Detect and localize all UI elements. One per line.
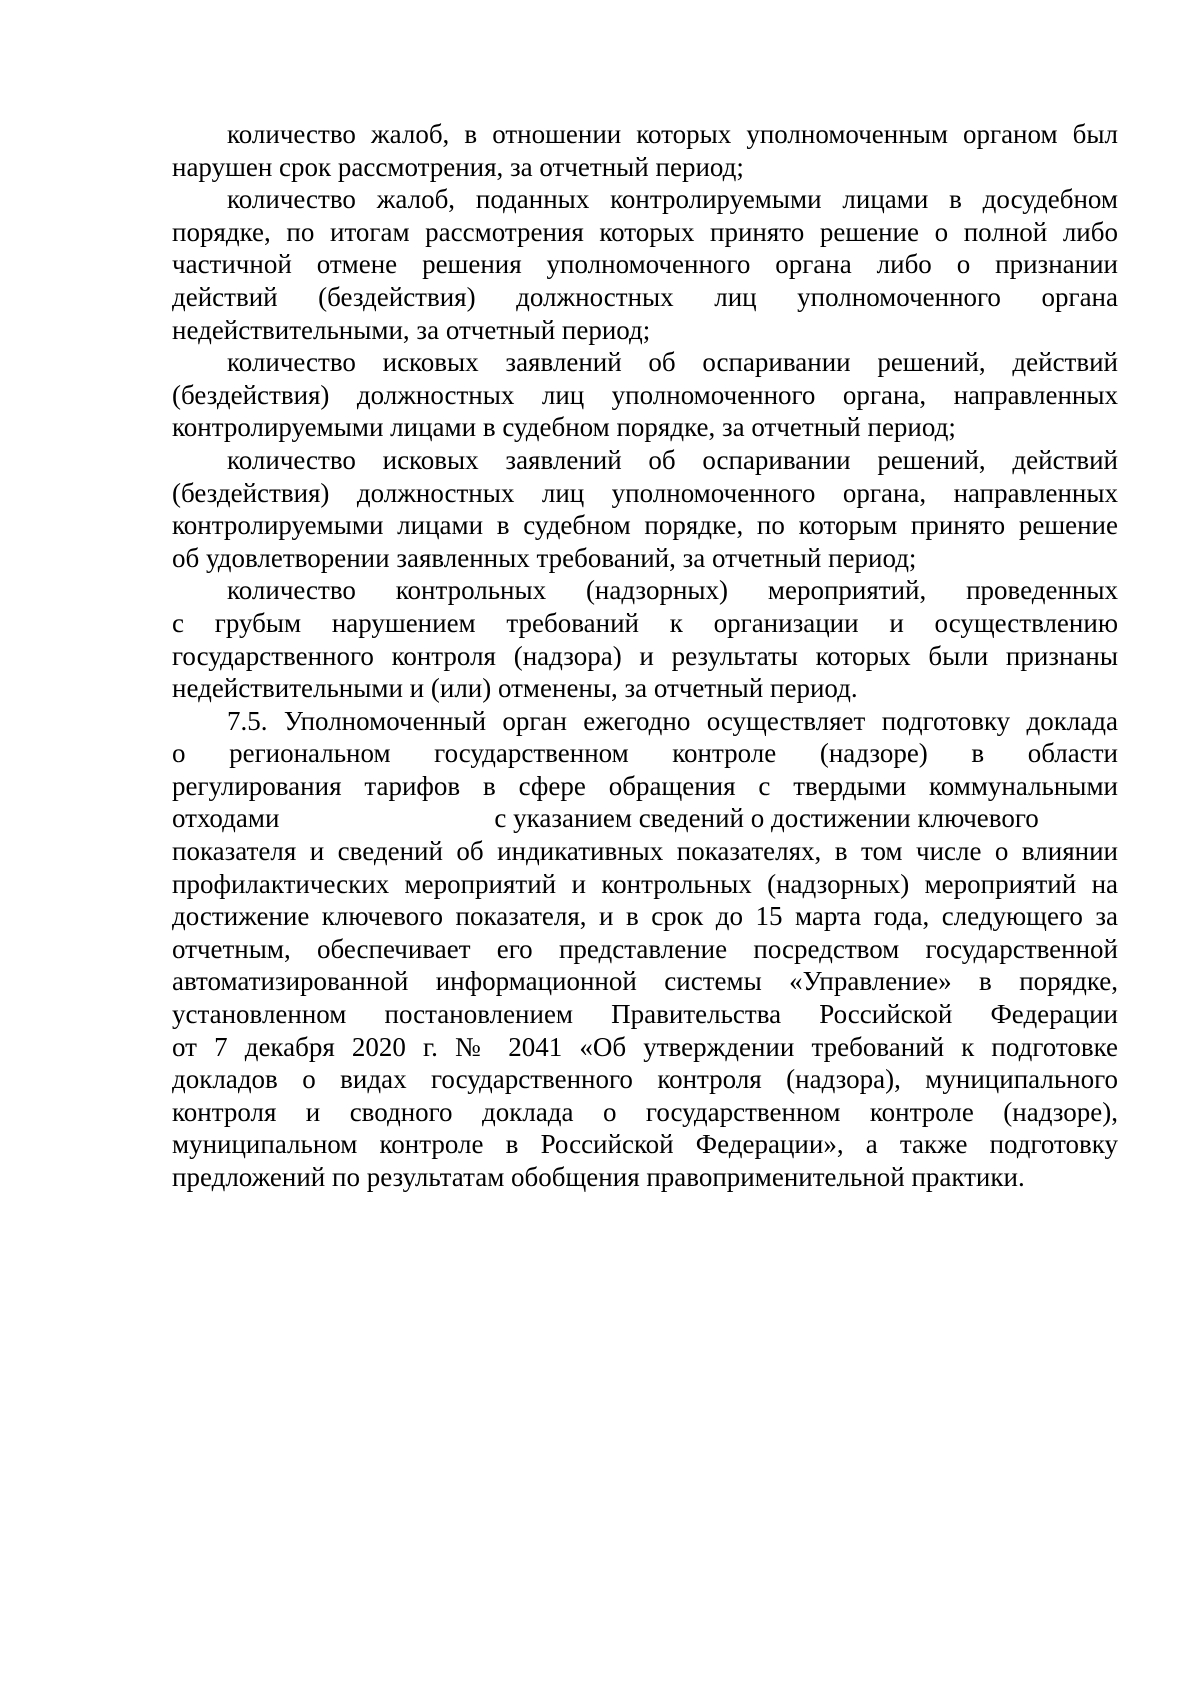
text-line: автоматизированной информационной системы «Управление» в порядке, xyxy=(172,966,1118,997)
text-fragment: отходами xyxy=(172,803,280,834)
text-line: количество исковых заявлений об оспаривании решений, действий xyxy=(227,347,1118,378)
paragraph-inspections-violations xyxy=(172,574,1118,704)
paragraph-7-5-annual-report xyxy=(172,705,1118,1194)
text-line: государственного контроля (надзора) и результаты которых были признаны xyxy=(172,640,1118,671)
text-line: (бездействия) должностных лиц уполномоченного органа, направленных xyxy=(172,477,1118,508)
text-line: отчетным, обеспечивает его представление посредством государственной xyxy=(172,933,1118,964)
text-line: (бездействия) должностных лиц уполномоченного органа, направленных xyxy=(172,379,1118,410)
text-line: контролируемыми лицами в судебном порядке, по которым принято решение xyxy=(172,510,1118,541)
paragraph-lawsuits-filed xyxy=(172,346,1118,444)
text-line: действий (бездействия) должностных лиц уполномоченного органа xyxy=(172,281,1118,312)
document-body xyxy=(172,118,1118,1194)
text-line: муниципальном контроле в Российской Федерации», а также подготовку xyxy=(172,1129,1118,1160)
text-line: количество жалоб, поданных контролируемыми лицами в досудебном xyxy=(227,184,1118,215)
text-line: количество исковых заявлений об оспаривании решений, действий xyxy=(227,444,1118,475)
text-line: с грубым нарушением требований к организации и осуществлению xyxy=(172,607,1118,638)
text-line: количество контрольных (надзорных) мероприятий, проведенных xyxy=(227,575,1118,606)
paragraph-lawsuits-satisfied xyxy=(172,444,1118,574)
text-line: контроля и сводного доклада о государственном контроле (надзоре), xyxy=(172,1096,1118,1127)
text-line: регулирования тарифов в сфере обращения с твердыми коммунальными xyxy=(172,770,1118,801)
paragraph-complaints-pretrial xyxy=(172,183,1118,346)
text-line: показателя и сведений об индикативных показателях, в том числе о влиянии xyxy=(172,836,1118,867)
text-line: нарушен срок рассмотрения, за отчетный период; xyxy=(172,151,744,182)
text-line: количество жалоб, в отношении которых уполномоченным органом был xyxy=(227,119,1118,149)
text-line: порядке, по итогам рассмотрения которых принято решение о полной либо xyxy=(172,216,1118,247)
text-line: недействительными и (или) отменены, за отчетный период. xyxy=(172,673,858,704)
text-line: частичной отмене решения уполномоченного органа либо о признании xyxy=(172,249,1118,280)
text-line: недействительными, за отчетный период; xyxy=(172,314,651,345)
paragraph-complaints-deadline xyxy=(172,118,1118,183)
text-line: контролируемыми лицами в судебном порядке, за отчетный период; xyxy=(172,412,956,443)
text-line: установленном постановлением Правительства Российской Федерации xyxy=(172,999,1118,1030)
text-line: предложений по результатам обобщения правоприменительной практики. xyxy=(172,1162,1025,1192)
text-line: о региональном государственном контроле (надзоре) в области xyxy=(172,738,1118,769)
text-line: профилактических мероприятий и контрольных (надзорных) мероприятий на xyxy=(172,868,1118,899)
text-line: об удовлетворении заявленных требований, за отчетный период; xyxy=(172,542,917,573)
text-line: достижение ключевого показателя, и в срок до 15 марта года, следующего за xyxy=(172,901,1118,932)
text-line: от 7 декабря 2020 г. № 2041 «Об утверждении требований к подготовке xyxy=(172,1031,1118,1062)
text-line: 7.5. Уполномоченный орган ежегодно осуществляет подготовку доклада xyxy=(227,705,1118,736)
text-line-with-gap xyxy=(172,802,1118,835)
text-line: докладов о видах государственного контроля (надзора), муниципального xyxy=(172,1064,1118,1095)
text-fragment: с указанием сведений о достижении ключевого xyxy=(494,803,1039,834)
